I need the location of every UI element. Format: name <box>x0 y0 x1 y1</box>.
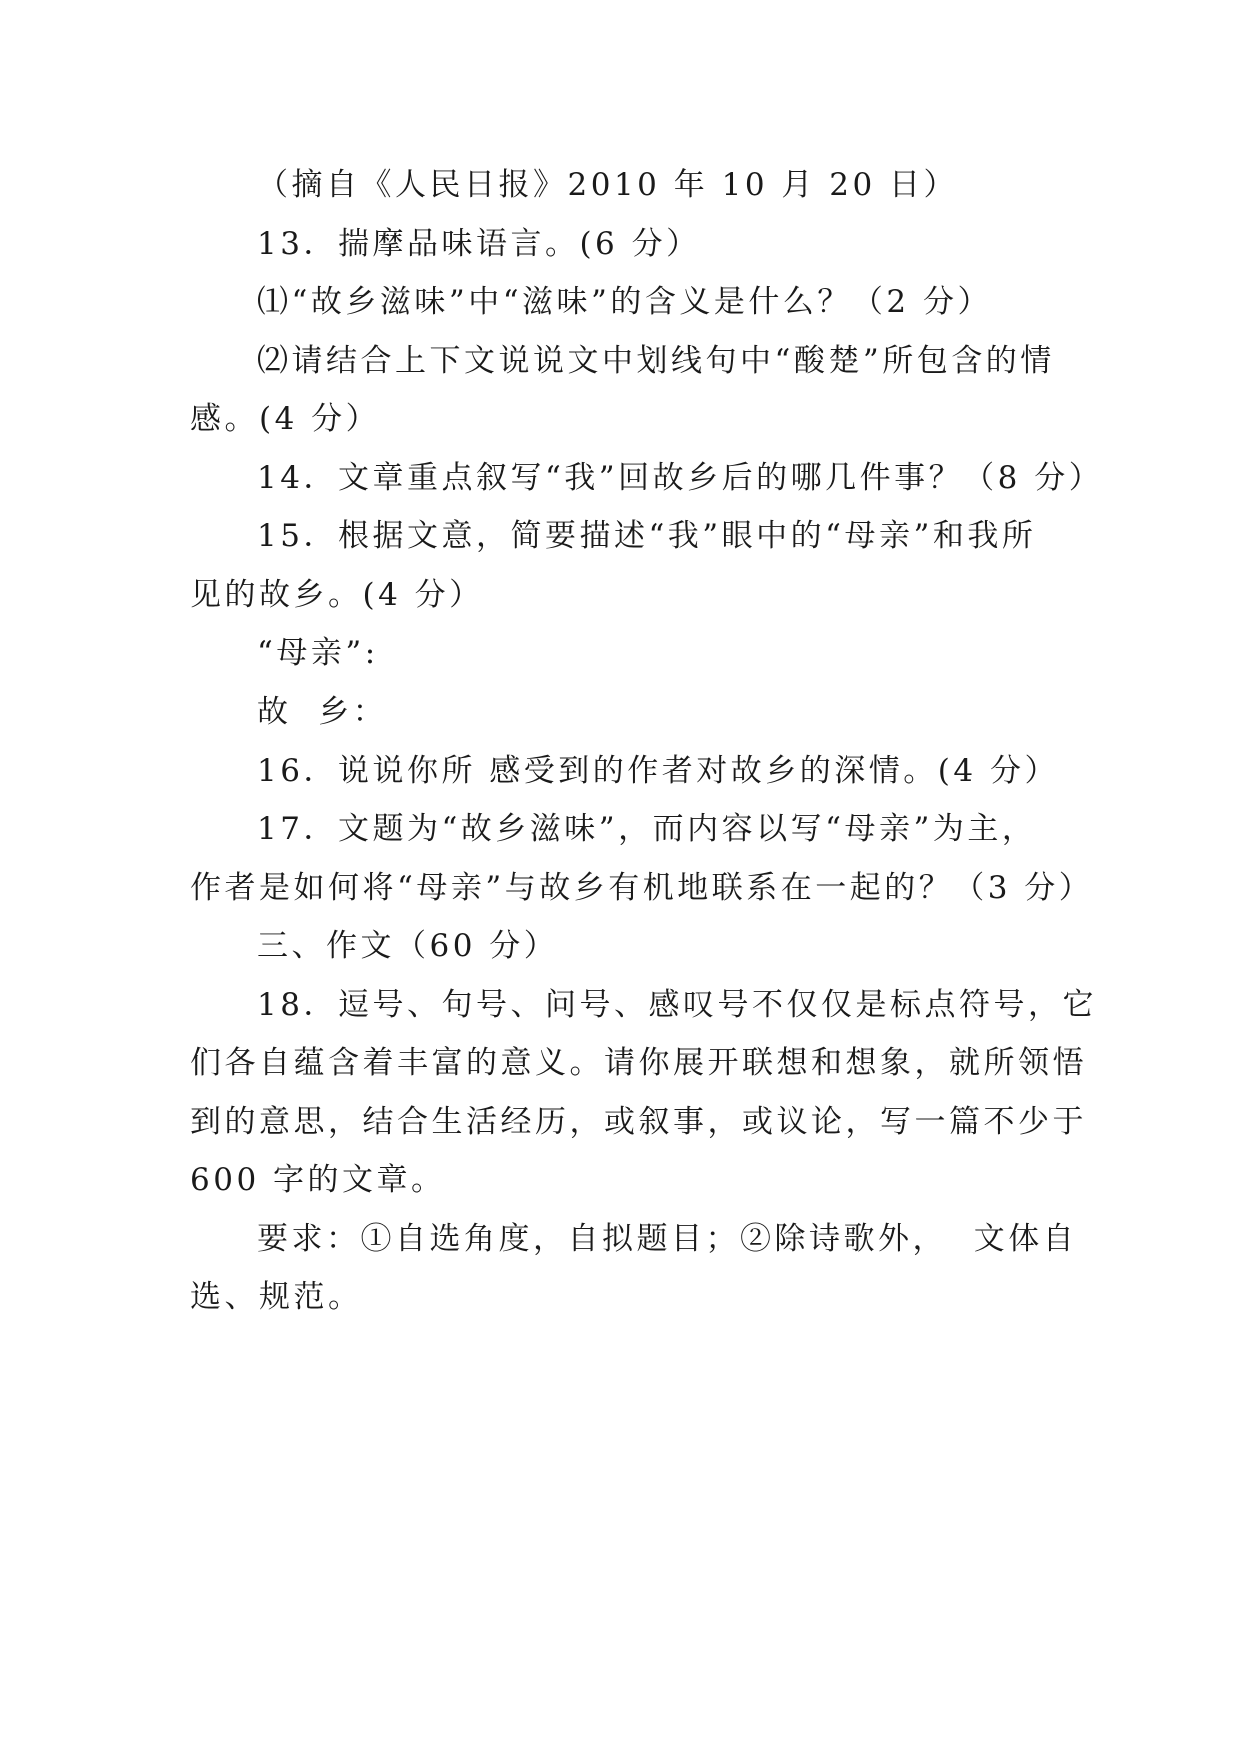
question-18-cont-2: 到的意思，结合生活经历，或叙事，或议论，写一篇不少于 <box>190 1104 1087 1140</box>
essay-requirements-cont: 选、规范。 <box>190 1279 363 1315</box>
answer-label-mother: “母亲”: <box>257 635 379 671</box>
question-17-cont: 作者是如何将“母亲”与故乡有机地联系在一起的？（3 分） <box>190 870 1094 906</box>
answer-label-hometown: 故 乡： <box>257 694 388 730</box>
question-13-part-1: ⑴“故乡滋味”中“滋味”的含义是什么？（2 分） <box>257 284 992 320</box>
section-heading-essay: 三、作文（60 分） <box>257 928 559 964</box>
question-13: 13．揣摩品味语言。(6 分） <box>257 226 701 262</box>
source-citation: （摘自《人民日报》2010 年 10 月 20 日） <box>257 167 959 203</box>
question-17: 17．文题为“故乡滋味”，而内容以写“母亲”为主， <box>257 811 1037 847</box>
question-15-cont: 见的故乡。(4 分） <box>190 577 484 613</box>
question-18-cont-3: 600 字的文章。 <box>190 1162 446 1198</box>
question-13-part-2-cont: 感。(4 分） <box>190 401 381 437</box>
question-13-part-2: ⑵请结合上下文说说文中划线句中“酸楚”所包含的情 <box>257 343 1055 379</box>
essay-requirements: 要求：①自选角度，自拟题目；②除诗歌外， 文体自 <box>257 1221 1078 1257</box>
question-15: 15．根据文意，简要描述“我”眼中的“母亲”和我所 <box>257 518 1037 554</box>
question-18: 18．逗号、句号、问号、感叹号不仅仅是标点符号，它 <box>257 987 1097 1023</box>
question-18-cont-1: 们各自蕴含着丰富的意义。请你展开联想和想象，就所领悟 <box>190 1045 1087 1081</box>
question-16: 16．说说你所 感受到的作者对故乡的深情。(4 分） <box>257 753 1059 789</box>
question-14: 14．文章重点叙写“我”回故乡后的哪几件事？（8 分） <box>257 460 1104 496</box>
